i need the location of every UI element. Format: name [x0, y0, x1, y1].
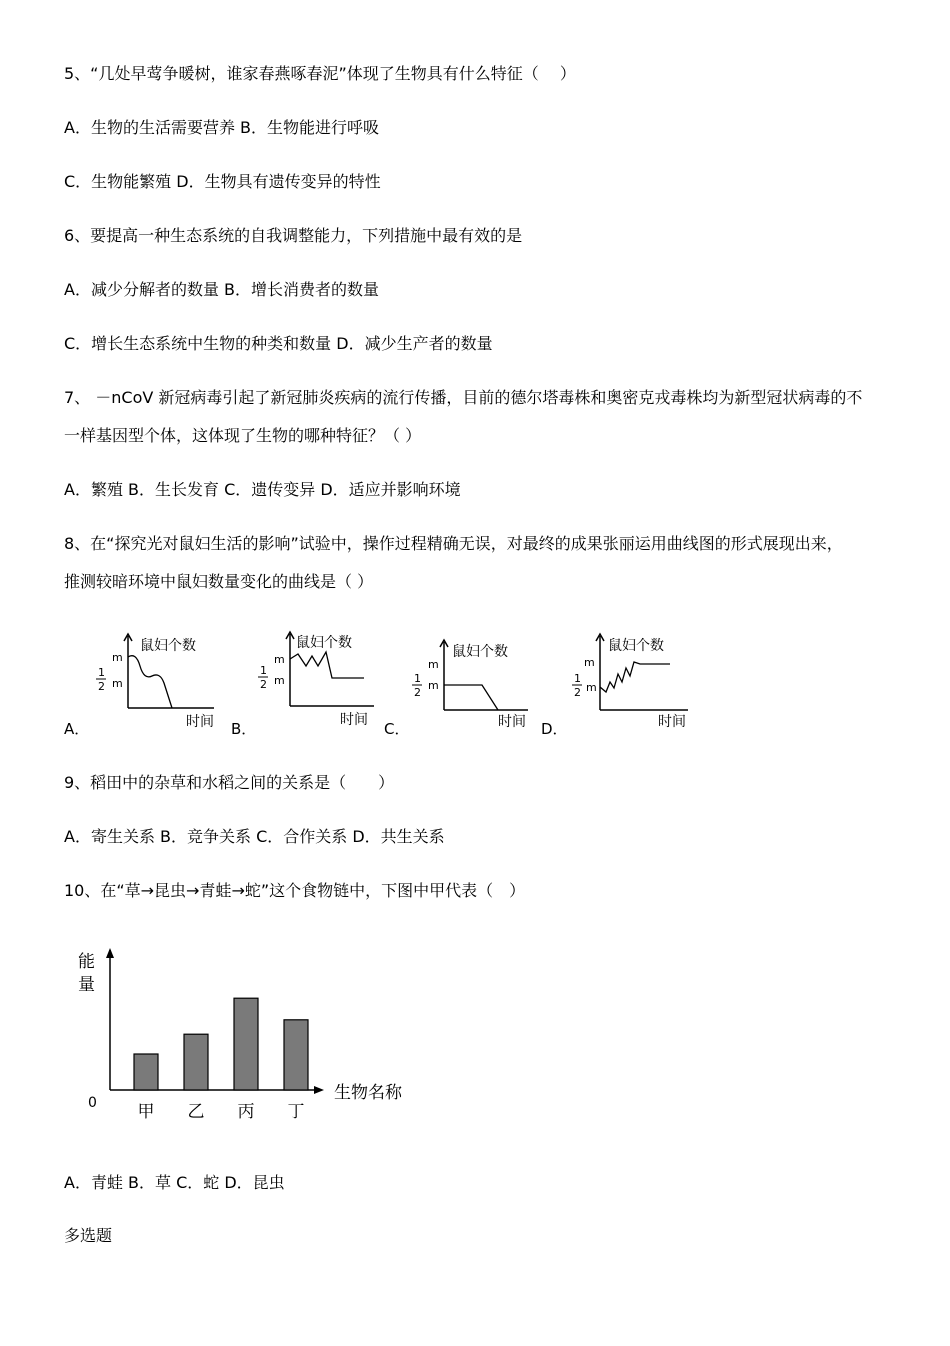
half-numerator: 1 [414, 672, 421, 685]
y-axis-arrow [106, 948, 114, 958]
y-axis-label-bottom: 量 [78, 975, 95, 995]
curve-a [128, 656, 172, 708]
q5-options-line1: A．生物的生活需要营养 B．生物能进行呼吸 [64, 118, 380, 137]
q7-stem-line1: 7、 －nCoV 新冠病毒引起了新冠肺炎疾病的流行传播，目前的德尔塔毒株和奥密克戎毒株均为新型冠状病毒的不 [64, 388, 863, 407]
q9-stem: 9、稻田中的杂草和水稻之间的关系是（ ） [64, 773, 395, 792]
energy-bar-chart [70, 940, 430, 1130]
x-axis-label: 时间 [340, 712, 368, 728]
q8-option-b-label: B． [231, 720, 257, 738]
y-axis-label-top: 能 [78, 952, 95, 972]
category-label-1: 甲 [137, 1102, 155, 1122]
half-numerator: 1 [98, 666, 105, 679]
m-label: m [428, 658, 439, 671]
x-axis-arrow [314, 1086, 324, 1094]
y-axis-label: 鼠妇个数 [608, 638, 664, 654]
category-label-3: 丙 [237, 1102, 255, 1122]
q10-options: A．青蛙 B．草 C．蛇 D．昆虫 [64, 1173, 285, 1192]
half-m-label: m [274, 674, 285, 687]
x-axis-label: 时间 [498, 714, 526, 730]
category-label-4: 丁 [287, 1102, 305, 1122]
category-label-2: 乙 [187, 1102, 205, 1122]
m-label: m [274, 653, 285, 666]
bar-2 [184, 1034, 208, 1090]
q8-graph-c [410, 636, 540, 732]
half-m-label: m [586, 681, 597, 694]
q5-stem: 5、“几处早莺争暖树，谁家春燕啄春泥”体现了生物具有什么特征（ ） [64, 64, 576, 83]
half-m-label: m [428, 679, 439, 692]
x-axis-label: 时间 [186, 714, 214, 730]
q8-graph-d [566, 630, 696, 730]
x-axis-label: 时间 [658, 714, 686, 730]
q8-stem-line1: 8、在“探究光对鼠妇生活的影响”试验中，操作过程精确无误，对最终的成果张丽运用曲线图的形式展现出来， [64, 534, 843, 553]
q8-option-a-label: A． [64, 720, 90, 738]
section-heading: 多选题 [64, 1226, 113, 1245]
q8-option-c-label: C． [384, 720, 410, 738]
bars-layer [134, 998, 308, 1122]
q10-stem: 10、在“草→昆虫→青蛙→蛇”这个食物链中，下图中甲代表（ ） [64, 881, 526, 900]
q6-options-line2: C．增长生态系统中生物的种类和数量 D．减少生产者的数量 [64, 334, 493, 353]
curve-b [290, 652, 364, 678]
q6-options-line1: A．减少分解者的数量 B．增长消费者的数量 [64, 280, 380, 299]
half-denominator: 2 [574, 686, 581, 699]
bar-4 [284, 1020, 308, 1090]
half-denominator: 2 [260, 678, 267, 691]
q9-options: A．寄生关系 B．竞争关系 C．合作关系 D．共生关系 [64, 827, 445, 846]
q7-stem-line2: 一样基因型个体，这体现了生物的哪种特征？（ ） [64, 426, 422, 445]
bar-1 [134, 1054, 158, 1090]
y-axis-label: 鼠妇个数 [140, 638, 196, 654]
x-axis-label: 生物名称 [334, 1083, 402, 1103]
q8-graph-b [256, 628, 386, 730]
half-denominator: 2 [414, 686, 421, 699]
half-m-label: m [112, 677, 123, 690]
y-axis-label: 鼠妇个数 [296, 635, 352, 651]
m-label: m [112, 651, 123, 664]
q6-stem: 6、要提高一种生态系统的自我调整能力，下列措施中最有效的是 [64, 226, 523, 245]
half-denominator: 2 [98, 680, 105, 693]
q8-stem-line2: 推测较暗环境中鼠妇数量变化的曲线是（ ） [64, 572, 374, 591]
q5-options-line2: C．生物能繁殖 D．生物具有遗传变异的特性 [64, 172, 381, 191]
q8-option-d-label: D． [541, 720, 568, 738]
q8-graph-a [92, 628, 222, 730]
bar-3 [234, 998, 258, 1090]
m-label: m [584, 656, 595, 669]
curve-d [600, 662, 670, 692]
half-numerator: 1 [260, 664, 267, 677]
curve-c [444, 685, 498, 710]
y-axis-label: 鼠妇个数 [452, 644, 508, 660]
half-numerator: 1 [574, 672, 581, 685]
q7-options: A．繁殖 B．生长发育 C．遗传变异 D．适应并影响环境 [64, 480, 461, 499]
origin-label: 0 [88, 1095, 97, 1111]
